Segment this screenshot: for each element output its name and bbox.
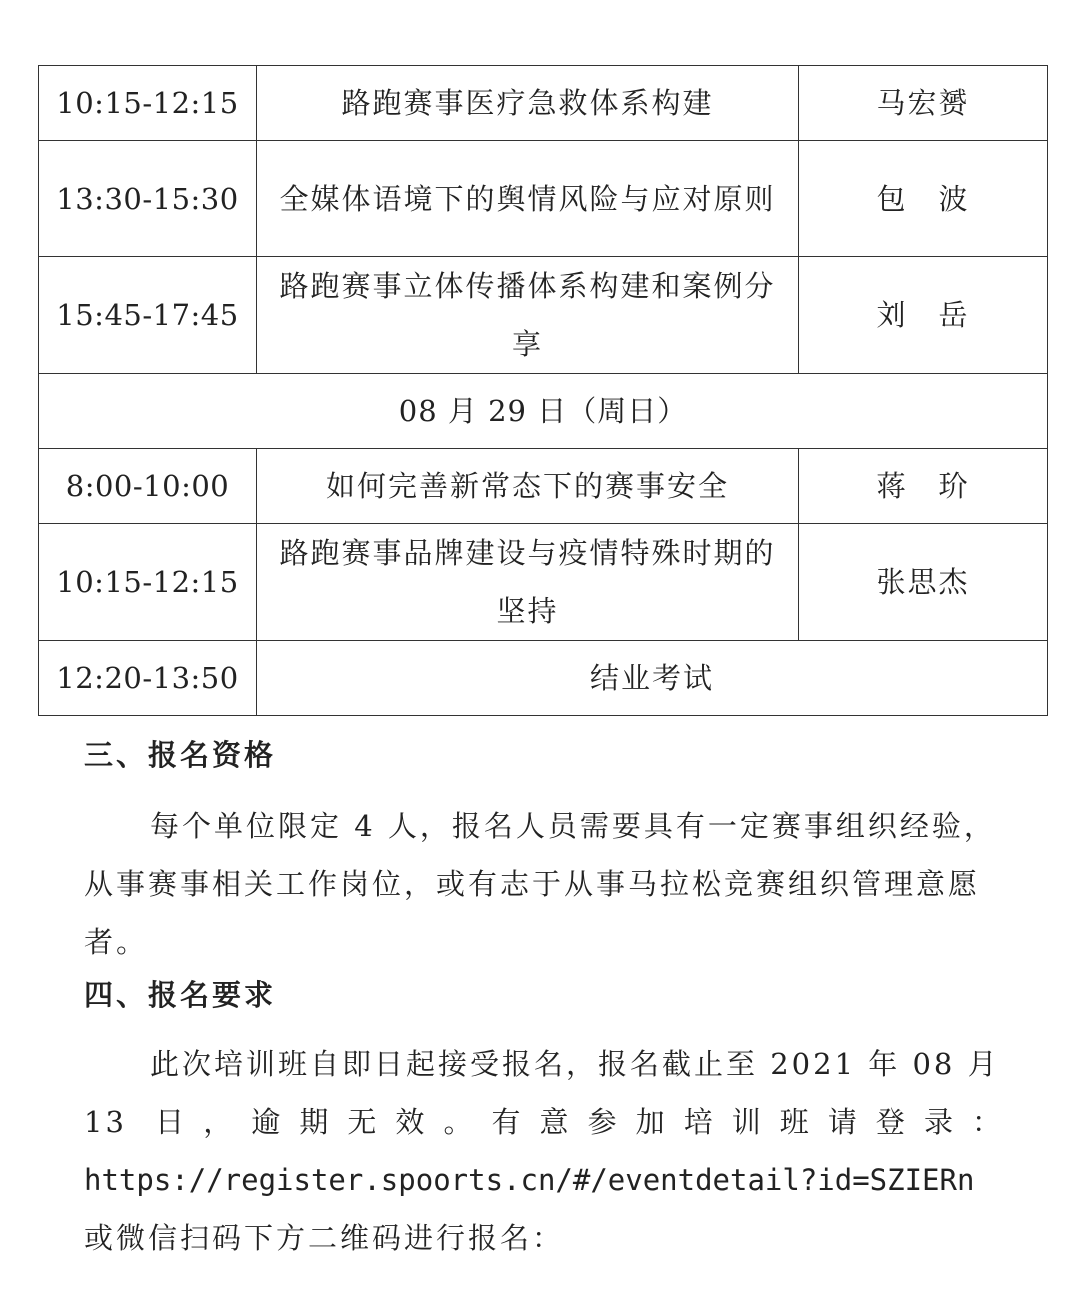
session-topic: 路跑赛事品牌建设与疫情特殊时期的坚持	[257, 524, 799, 641]
session-speaker: 蒋 玠	[799, 449, 1048, 524]
session-topic: 路跑赛事医疗急救体系构建	[257, 66, 799, 141]
session-topic: 全媒体语境下的舆情风险与应对原则	[257, 141, 799, 257]
session-topic: 如何完善新常态下的赛事安全	[257, 449, 799, 524]
session-time: 10:15-12:15	[39, 66, 257, 141]
exam-time: 12:20-13:50	[39, 641, 257, 716]
session-time: 13:30-15:30	[39, 141, 257, 257]
session-speaker: 刘 岳	[799, 257, 1048, 374]
section-3-body	[84, 797, 1004, 971]
exam-label: 结业考试	[257, 641, 1048, 716]
table-row	[39, 257, 1048, 374]
section-4-line-4: 或微信扫码下方二维码进行报名：	[84, 1221, 565, 1255]
table-row-day-header	[39, 374, 1048, 449]
session-time: 8:00-10:00	[39, 449, 257, 524]
section-3-title: 三、报名资格	[84, 738, 277, 772]
section-3-text: 每个单位限定 4 人，报名人员需要具有一定赛事组织经验，从事赛事相关工作岗位，或有志于从事马拉松竞赛组织管理意愿者。	[84, 809, 996, 959]
table-row	[39, 141, 1048, 257]
session-speaker: 包 波	[799, 141, 1048, 257]
table-row	[39, 66, 1048, 141]
session-speaker: 马宏赟	[799, 66, 1048, 141]
section-4-line-2: 13 日，逾期无效。有意参加培训班请登录：	[84, 1105, 1004, 1139]
section-4-title: 四、报名要求	[84, 978, 277, 1012]
section-4-body	[84, 1035, 1004, 1267]
training-schedule-table	[38, 65, 1048, 716]
session-speaker: 张思杰	[799, 524, 1048, 641]
session-topic: 路跑赛事立体传播体系构建和案例分享	[257, 257, 799, 374]
table-row-exam	[39, 641, 1048, 716]
table-row	[39, 449, 1048, 524]
section-4-line-1-text: 此次培训班自即日起接受报名，报名截止至 2021 年 08 月	[150, 1047, 1000, 1081]
session-time: 10:15-12:15	[39, 524, 257, 641]
section-4-line-1	[84, 1035, 1004, 1093]
day-header: 08 月 29 日（周日）	[39, 374, 1048, 449]
session-time: 15:45-17:45	[39, 257, 257, 374]
registration-link[interactable]: https://register.spoorts.cn/#/eventdetail?id=SZIERn	[84, 1163, 975, 1197]
table-row	[39, 524, 1048, 641]
